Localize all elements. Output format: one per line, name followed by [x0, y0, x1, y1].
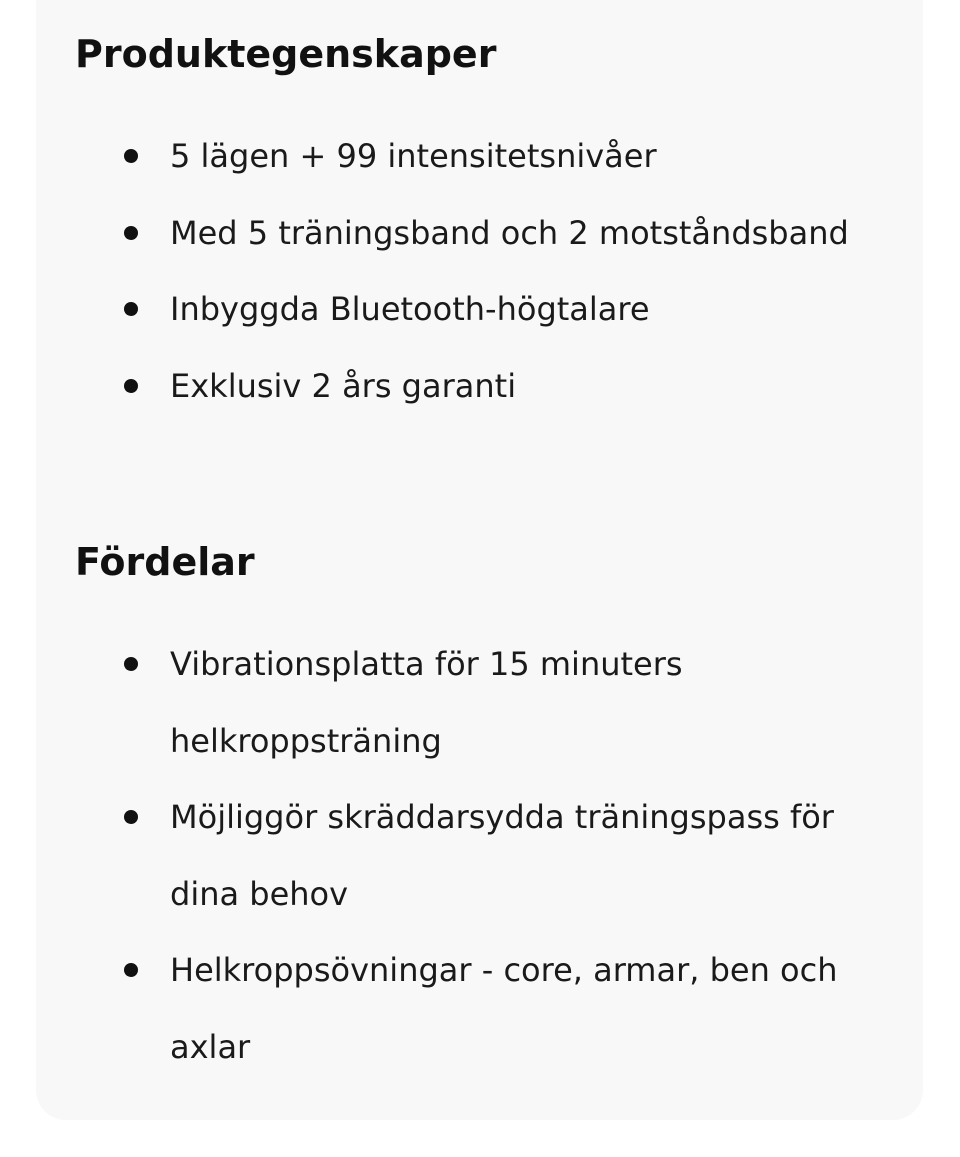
bullet-icon — [124, 810, 138, 824]
list-item — [0, 626, 870, 779]
list-item — [0, 348, 870, 425]
benefit-list — [0, 626, 960, 1085]
list-item-text: 5 lägen + 99 intensitetsnivåer — [170, 137, 657, 175]
list-item — [0, 118, 870, 195]
bullet-icon — [124, 149, 138, 163]
list-item-text: Helkroppsövningar - core, armar, ben och axlar — [170, 951, 838, 1066]
bullet-icon — [124, 657, 138, 671]
list-item — [0, 779, 870, 932]
list-item-text: Exklusiv 2 års garanti — [170, 366, 517, 405]
list-item-text: Vibrationsplatta för 15 minuters helkroppsträning — [170, 645, 683, 760]
list-item-text: Med 5 träningsband och 2 motståndsband — [170, 213, 849, 252]
bullet-icon — [124, 963, 138, 977]
bullet-icon — [124, 379, 138, 393]
list-item-text: Inbyggda Bluetooth-högtalare — [170, 290, 650, 328]
bullet-icon — [124, 302, 138, 316]
feature-list — [0, 118, 960, 424]
list-item — [0, 932, 870, 1085]
list-item — [0, 271, 870, 348]
list-item — [0, 195, 870, 272]
section-title-fordelar: Fördelar — [75, 540, 255, 584]
section-title-produktegenskaper: Produktegenskaper — [75, 32, 497, 76]
bullet-icon — [124, 226, 138, 240]
list-item-text: Möjliggör skräddarsydda träningspass för dina behov — [170, 798, 834, 913]
